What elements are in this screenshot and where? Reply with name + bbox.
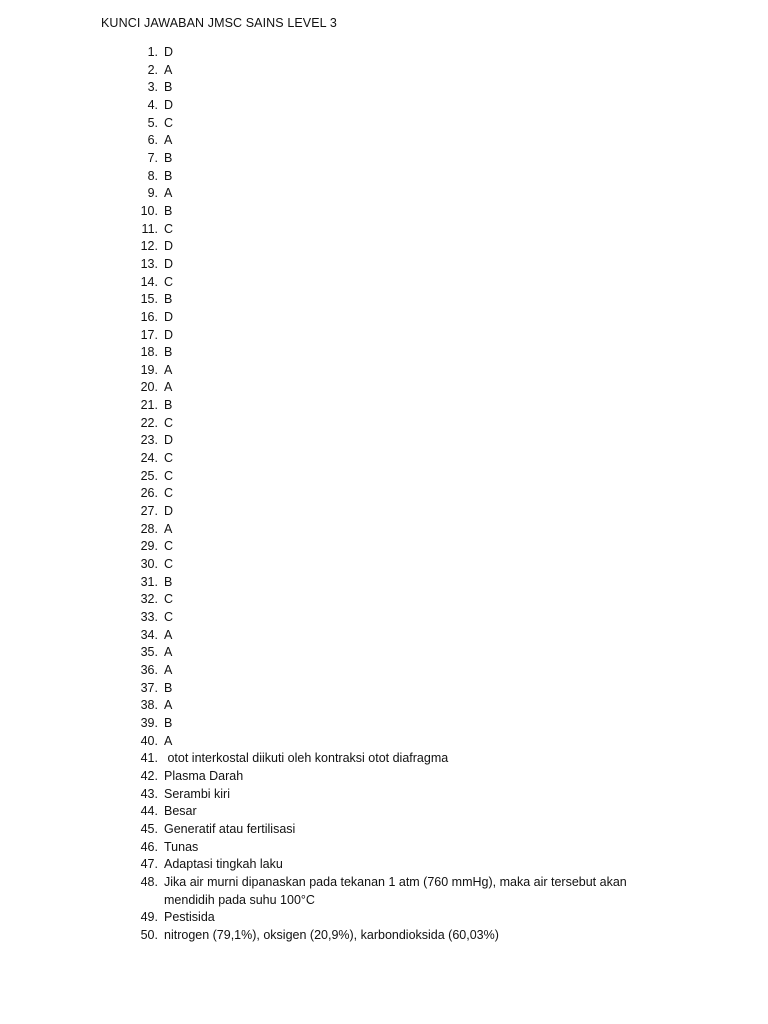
answer-item [0, 62, 768, 80]
answer-text: D [164, 504, 174, 519]
answer-text: C [164, 539, 174, 554]
answer-number: 44. [140, 804, 158, 819]
answer-item [0, 379, 768, 397]
answer-number: 4. [147, 97, 158, 112]
answer-item [0, 468, 768, 486]
answer-number: 14. [140, 274, 158, 289]
answer-text: A [164, 698, 173, 713]
answer-text: otot interkostal diikuti oleh kontraksi otot diafragma [164, 751, 449, 766]
answer-number: 10. [140, 203, 158, 218]
answer-text: nitrogen (79,1%), oksigen (20,9%), karbondioksida (60,03%) [164, 927, 499, 942]
answer-item [0, 185, 768, 203]
answer-item [0, 768, 768, 786]
answer-number: 49. [140, 910, 158, 925]
answer-number: 19. [140, 362, 158, 377]
answer-number: 42. [140, 768, 158, 783]
answer-text: D [164, 327, 174, 342]
answer-number: 38. [140, 698, 158, 713]
answer-item [0, 821, 768, 839]
answer-text: A [164, 133, 173, 148]
answer-number: 3. [147, 80, 158, 95]
answer-number: 35. [140, 645, 158, 660]
answer-number: 34. [140, 627, 158, 642]
answer-list [0, 44, 768, 944]
answer-text: D [164, 45, 174, 59]
answer-item [0, 221, 768, 239]
answer-number: 12. [140, 239, 158, 254]
answer-text: B [164, 80, 173, 95]
answer-number: 9. [147, 186, 158, 201]
answer-text: Jika air murni dipanaskan pada tekanan 1 atm (760 mmHg), maka air tersebut akan mendidih pada suhu 100°C [164, 874, 627, 907]
answer-item [0, 874, 768, 909]
answer-text: D [164, 256, 174, 271]
answer-text: B [164, 292, 173, 307]
answer-text: A [164, 521, 173, 536]
answer-text: D [164, 97, 174, 112]
answer-number: 46. [140, 839, 158, 854]
answer-text: Besar [164, 804, 197, 819]
answer-text: A [164, 662, 173, 677]
answer-item [0, 644, 768, 662]
answer-number: 36. [140, 662, 158, 677]
answer-text: B [164, 203, 173, 218]
answer-item [0, 909, 768, 927]
answer-number: 37. [140, 680, 158, 695]
answer-item [0, 627, 768, 645]
answer-text: C [164, 592, 174, 607]
answer-number: 26. [140, 486, 158, 501]
answer-item [0, 715, 768, 733]
answer-item [0, 432, 768, 450]
answer-number: 48. [140, 874, 158, 889]
answer-number: 50. [140, 927, 158, 942]
answer-text: C [164, 115, 174, 130]
answer-item [0, 839, 768, 857]
answer-item [0, 538, 768, 556]
answer-text: C [164, 415, 174, 430]
answer-item [0, 574, 768, 592]
answer-number: 47. [140, 857, 158, 872]
answer-text: B [164, 398, 173, 413]
answer-item [0, 397, 768, 415]
answer-item [0, 238, 768, 256]
answer-text: B [164, 715, 173, 730]
answer-number: 23. [140, 433, 158, 448]
answer-item [0, 256, 768, 274]
answer-number: 22. [140, 415, 158, 430]
answer-text: C [164, 557, 174, 572]
answer-number: 43. [140, 786, 158, 801]
answer-number: 30. [140, 557, 158, 572]
answer-text: A [164, 62, 173, 77]
answer-number: 29. [140, 539, 158, 554]
answer-text: D [164, 309, 174, 324]
answer-item [0, 662, 768, 680]
answer-number: 40. [140, 733, 158, 748]
answer-text: A [164, 645, 173, 660]
answer-text: Generatif atau fertilisasi [164, 821, 296, 836]
answer-item [0, 680, 768, 698]
answer-text: C [164, 468, 174, 483]
answer-text: A [164, 362, 173, 377]
answer-item [0, 556, 768, 574]
answer-text: A [164, 733, 173, 748]
answer-text: Serambi kiri [164, 786, 230, 801]
answer-item [0, 97, 768, 115]
answer-text: A [164, 186, 173, 201]
answer-item [0, 327, 768, 345]
answer-item [0, 927, 768, 945]
answer-item [0, 362, 768, 380]
answer-text: Pestisida [164, 910, 215, 925]
answer-number: 31. [140, 574, 158, 589]
answer-item [0, 856, 768, 874]
answer-number: 45. [140, 821, 158, 836]
answer-number: 2. [147, 62, 158, 77]
answer-number: 33. [140, 610, 158, 624]
answer-item [0, 697, 768, 715]
answer-number: 24. [140, 451, 158, 466]
answer-number: 5. [147, 115, 158, 130]
answer-number: 17. [140, 327, 158, 342]
answer-item [0, 309, 768, 327]
answer-text: Adaptasi tingkah laku [164, 857, 283, 872]
answer-number: 1. [147, 45, 158, 59]
answer-item [0, 750, 768, 768]
document-title: KUNCI JAWABAN JMSC SAINS LEVEL 3 [101, 16, 337, 30]
answer-number: 21. [140, 398, 158, 413]
answer-number: 41. [140, 751, 158, 766]
answer-item [0, 450, 768, 468]
answer-item [0, 132, 768, 150]
answer-item [0, 203, 768, 221]
answer-text: A [164, 627, 173, 642]
answer-number: 32. [140, 592, 158, 607]
answer-item [0, 415, 768, 433]
answer-item [0, 503, 768, 521]
answer-text: Plasma Darah [164, 768, 244, 783]
answer-item [0, 591, 768, 609]
answer-number: 20. [140, 380, 158, 395]
answer-text: C [164, 221, 174, 236]
answer-text: B [164, 345, 173, 360]
answer-item [0, 168, 768, 186]
answer-item [0, 485, 768, 503]
answer-number: 25. [140, 468, 158, 483]
answer-item [0, 79, 768, 97]
answer-item [0, 344, 768, 362]
answer-number: 39. [140, 715, 158, 730]
answer-number: 13. [140, 256, 158, 271]
answer-text: B [164, 168, 173, 183]
answer-item [0, 521, 768, 539]
answer-number: 6. [147, 133, 158, 148]
answer-text: Tunas [164, 839, 199, 854]
answer-item [0, 733, 768, 751]
answer-text: B [164, 574, 173, 589]
answer-item [0, 803, 768, 821]
answer-text: C [164, 486, 174, 501]
answer-number: 28. [140, 521, 158, 536]
answer-number: 18. [140, 345, 158, 360]
answer-item [0, 115, 768, 133]
answer-number: 8. [147, 168, 158, 183]
answer-text: D [164, 239, 174, 254]
answer-text: C [164, 274, 174, 289]
answer-text: D [164, 433, 174, 448]
answer-text: B [164, 150, 173, 165]
answer-number: 27. [140, 504, 158, 519]
answer-item [0, 786, 768, 804]
answer-item [0, 44, 768, 62]
answer-item [0, 291, 768, 309]
answer-text: C [164, 610, 174, 624]
answer-text: C [164, 451, 174, 466]
answer-item [0, 609, 768, 627]
answer-item [0, 150, 768, 168]
answer-number: 11. [141, 221, 158, 236]
answer-text: A [164, 380, 173, 395]
answer-number: 16. [140, 309, 158, 324]
answer-text: B [164, 680, 173, 695]
answer-item [0, 274, 768, 292]
answer-number: 7. [147, 150, 158, 165]
answer-number: 15. [140, 292, 158, 307]
